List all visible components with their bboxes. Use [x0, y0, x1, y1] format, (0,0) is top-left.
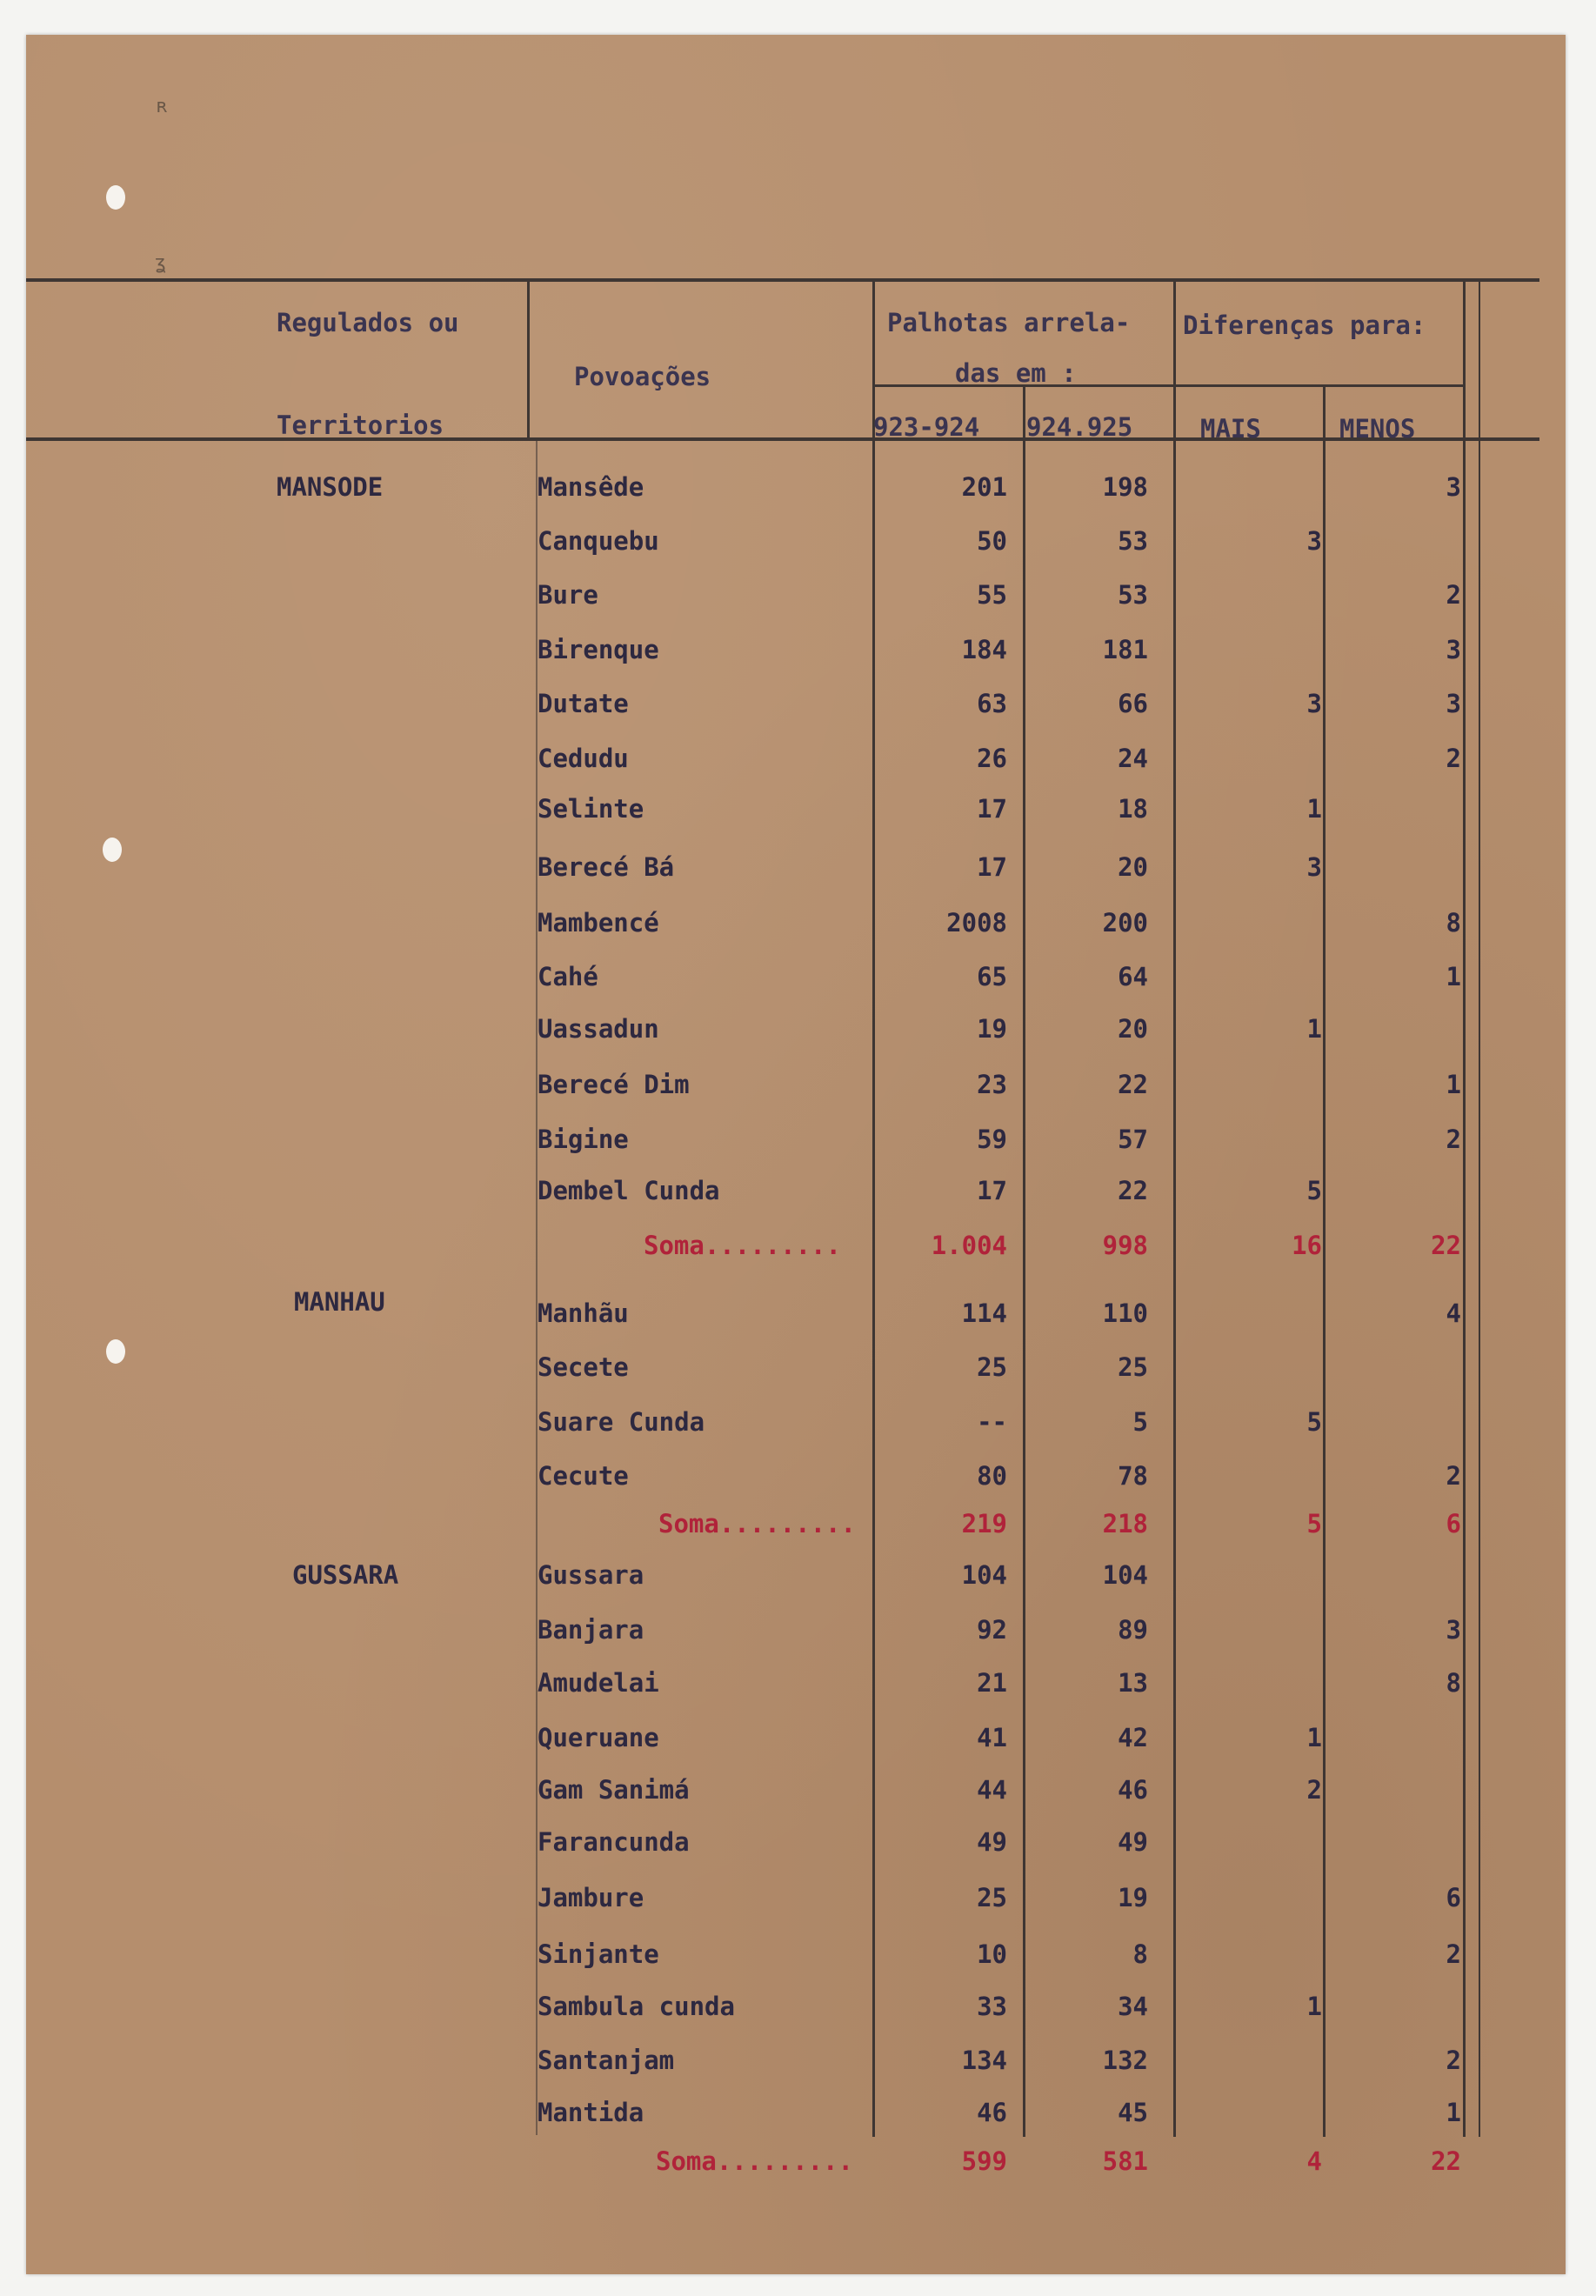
- soma-1924-1925: 998: [1102, 1231, 1148, 1260]
- difference-menos: 6: [1446, 1883, 1461, 1912]
- povoacao-name: Queruane: [538, 1723, 659, 1752]
- soma-1923-1924: 599: [961, 2146, 1007, 2176]
- header-regulados-line2: Territorios: [277, 410, 444, 440]
- count-1923-1924: 46: [977, 2098, 1007, 2127]
- povoacao-name: Berecé Bá: [538, 852, 675, 882]
- difference-mais: 1: [1306, 794, 1322, 824]
- difference-menos: 3: [1446, 472, 1461, 502]
- povoacao-name: Mambencé: [538, 908, 659, 938]
- count-1924-1925: 57: [1118, 1125, 1148, 1154]
- column-rule: [1479, 280, 1480, 2137]
- povoacao-name: Sinjante: [538, 1939, 659, 1969]
- column-rule: [1173, 280, 1176, 2137]
- povoacao-name: Amudelai: [538, 1668, 659, 1698]
- subheader-rule-diferencas: [1174, 384, 1466, 387]
- difference-menos: 1: [1446, 2098, 1461, 2127]
- header-year-1923-1924: 923-924: [873, 412, 980, 442]
- count-1924-1925: 200: [1102, 908, 1148, 938]
- header-bottom-rule: [26, 437, 1539, 441]
- count-1923-1924: 49: [977, 1827, 1007, 1857]
- pencil-mark: ʓ: [155, 252, 167, 274]
- difference-menos: 1: [1446, 1070, 1461, 1099]
- count-1923-1924: 2008: [946, 908, 1007, 938]
- count-1924-1925: 66: [1118, 689, 1148, 718]
- count-1924-1925: 198: [1102, 472, 1148, 502]
- soma-label: Soma.........: [644, 1231, 841, 1260]
- count-1923-1924: 17: [977, 852, 1007, 882]
- povoacao-name: Uassadun: [538, 1014, 659, 1044]
- count-1924-1925: 5: [1132, 1407, 1148, 1437]
- count-1923-1924: 184: [961, 635, 1007, 664]
- column-rule: [1023, 386, 1025, 2137]
- count-1923-1924: 59: [977, 1125, 1007, 1154]
- regulado-name: GUSSARA: [292, 1560, 399, 1590]
- count-1924-1925: 22: [1118, 1176, 1148, 1205]
- povoacao-name: Dembel Cunda: [538, 1176, 720, 1205]
- count-1923-1924: 92: [977, 1615, 1007, 1645]
- count-1923-1924: 80: [977, 1461, 1007, 1491]
- difference-menos: 2: [1446, 1939, 1461, 1969]
- difference-mais: 3: [1306, 526, 1322, 556]
- povoacao-name: Cecute: [538, 1461, 629, 1491]
- difference-menos: 8: [1446, 1668, 1461, 1698]
- count-1924-1925: 104: [1102, 1560, 1148, 1590]
- povoacao-name: Bure: [538, 580, 598, 610]
- count-1924-1925: 18: [1118, 794, 1148, 824]
- soma-menos: 22: [1431, 2146, 1461, 2176]
- difference-mais: 1: [1306, 1723, 1322, 1752]
- count-1924-1925: 22: [1118, 1070, 1148, 1099]
- povoacao-name: Canquebu: [538, 526, 659, 556]
- povoacao-name: Sambula cunda: [538, 1992, 735, 2021]
- povoacao-name: Cahé: [538, 962, 598, 991]
- povoacao-name: Suare Cunda: [538, 1407, 705, 1437]
- soma-label: Soma.........: [658, 1509, 856, 1538]
- povoacao-name: Dutate: [538, 689, 629, 718]
- soma-1923-1924: 219: [961, 1509, 1007, 1538]
- count-1924-1925: 19: [1118, 1883, 1148, 1912]
- difference-mais: 3: [1306, 689, 1322, 718]
- difference-mais: 5: [1306, 1176, 1322, 1205]
- count-1924-1925: 42: [1118, 1723, 1148, 1752]
- difference-menos: 2: [1446, 2046, 1461, 2075]
- soma-1924-1925: 218: [1102, 1509, 1148, 1538]
- header-palhotas-line2: das em :: [955, 358, 1077, 388]
- count-1923-1924: 44: [977, 1775, 1007, 1805]
- soma-mais: 16: [1292, 1231, 1322, 1260]
- povoacao-name: Secete: [538, 1352, 629, 1382]
- povoacao-name: Banjara: [538, 1615, 644, 1645]
- count-1924-1925: 181: [1102, 635, 1148, 664]
- difference-menos: 2: [1446, 580, 1461, 610]
- count-1923-1924: --: [977, 1407, 1007, 1437]
- count-1924-1925: 25: [1118, 1352, 1148, 1382]
- count-1924-1925: 46: [1118, 1775, 1148, 1805]
- header-povoacoes: Povoações: [574, 362, 711, 391]
- difference-menos: 3: [1446, 689, 1461, 718]
- count-1923-1924: 50: [977, 526, 1007, 556]
- soma-menos: 22: [1431, 1231, 1461, 1260]
- count-1923-1924: 65: [977, 962, 1007, 991]
- count-1923-1924: 25: [977, 1883, 1007, 1912]
- difference-menos: 1: [1446, 962, 1461, 991]
- count-1923-1924: 17: [977, 794, 1007, 824]
- count-1924-1925: 45: [1118, 2098, 1148, 2127]
- header-mais: MAIS: [1200, 414, 1261, 444]
- difference-menos: 2: [1446, 744, 1461, 773]
- difference-menos: 2: [1446, 1461, 1461, 1491]
- column-rule: [1323, 386, 1326, 2137]
- povoacao-name: Farancunda: [538, 1827, 690, 1857]
- soma-mais: 4: [1306, 2146, 1322, 2176]
- difference-mais: 1: [1306, 1992, 1322, 2021]
- difference-mais: 1: [1306, 1014, 1322, 1044]
- count-1924-1925: 78: [1118, 1461, 1148, 1491]
- regulado-name: MANHAU: [294, 1287, 385, 1317]
- count-1923-1924: 41: [977, 1723, 1007, 1752]
- soma-mais: 5: [1306, 1509, 1322, 1538]
- difference-mais: 5: [1306, 1407, 1322, 1437]
- difference-menos: 3: [1446, 635, 1461, 664]
- count-1924-1925: 20: [1118, 1014, 1148, 1044]
- difference-mais: 2: [1306, 1775, 1322, 1805]
- count-1924-1925: 8: [1132, 1939, 1148, 1969]
- count-1924-1925: 53: [1118, 580, 1148, 610]
- povoacao-name: Mansêde: [538, 472, 644, 502]
- soma-1924-1925: 581: [1102, 2146, 1148, 2176]
- header-diferencas: Diferenças para:: [1183, 310, 1426, 340]
- count-1924-1925: 49: [1118, 1827, 1148, 1857]
- soma-label: Soma.........: [656, 2146, 853, 2176]
- povoacao-name: Mantida: [538, 2098, 644, 2127]
- punch-hole: [103, 838, 122, 862]
- difference-menos: 3: [1446, 1615, 1461, 1645]
- difference-menos: 8: [1446, 908, 1461, 938]
- count-1924-1925: 34: [1118, 1992, 1148, 2021]
- pencil-mark: ʀ: [157, 96, 169, 117]
- count-1924-1925: 53: [1118, 526, 1148, 556]
- count-1923-1924: 25: [977, 1352, 1007, 1382]
- povoacao-name: Jambure: [538, 1883, 644, 1912]
- count-1923-1924: 114: [961, 1298, 1007, 1328]
- count-1923-1924: 21: [977, 1668, 1007, 1698]
- povoacao-name: Manhãu: [538, 1298, 629, 1328]
- soma-1923-1924: 1.004: [931, 1231, 1007, 1260]
- difference-menos: 2: [1446, 1125, 1461, 1154]
- count-1923-1924: 104: [961, 1560, 1007, 1590]
- soma-menos: 6: [1446, 1509, 1461, 1538]
- count-1924-1925: 64: [1118, 962, 1148, 991]
- povoacao-name: Bigine: [538, 1125, 629, 1154]
- povoacao-name: Gam Sanimá: [538, 1775, 690, 1805]
- count-1923-1924: 10: [977, 1939, 1007, 1969]
- count-1924-1925: 132: [1102, 2046, 1148, 2075]
- punch-hole: [106, 1339, 125, 1364]
- header-palhotas-line1: Palhotas arrela-: [887, 308, 1131, 337]
- count-1923-1924: 134: [961, 2046, 1007, 2075]
- count-1924-1925: 24: [1118, 744, 1148, 773]
- punch-hole: [106, 185, 125, 210]
- count-1924-1925: 20: [1118, 852, 1148, 882]
- count-1923-1924: 33: [977, 1992, 1007, 2021]
- table-top-rule: [26, 278, 1539, 282]
- column-rule: [527, 280, 530, 439]
- povoacao-name: Cedudu: [538, 744, 629, 773]
- povoacao-name: Berecé Dim: [538, 1070, 690, 1099]
- count-1923-1924: 201: [961, 472, 1007, 502]
- count-1923-1924: 26: [977, 744, 1007, 773]
- count-1924-1925: 13: [1118, 1668, 1148, 1698]
- count-1923-1924: 55: [977, 580, 1007, 610]
- difference-mais: 3: [1306, 852, 1322, 882]
- count-1923-1924: 19: [977, 1014, 1007, 1044]
- column-rule: [1463, 280, 1466, 2137]
- count-1923-1924: 63: [977, 689, 1007, 718]
- povoacao-name: Selinte: [538, 794, 644, 824]
- count-1924-1925: 89: [1118, 1615, 1148, 1645]
- document-sheet: [26, 35, 1566, 2274]
- povoacao-name: Birenque: [538, 635, 659, 664]
- header-menos: MENOS: [1339, 414, 1416, 444]
- count-1923-1924: 17: [977, 1176, 1007, 1205]
- column-rule: [872, 280, 875, 2137]
- count-1923-1924: 23: [977, 1070, 1007, 1099]
- povoacao-name: Santanjam: [538, 2046, 675, 2075]
- count-1924-1925: 110: [1102, 1298, 1148, 1328]
- difference-menos: 4: [1446, 1298, 1461, 1328]
- header-year-1924-1925: 924.925: [1026, 412, 1133, 442]
- povoacao-name: Gussara: [538, 1560, 644, 1590]
- regulado-name: MANSODE: [277, 472, 384, 502]
- header-regulados-line1: Regulados ou: [277, 308, 459, 337]
